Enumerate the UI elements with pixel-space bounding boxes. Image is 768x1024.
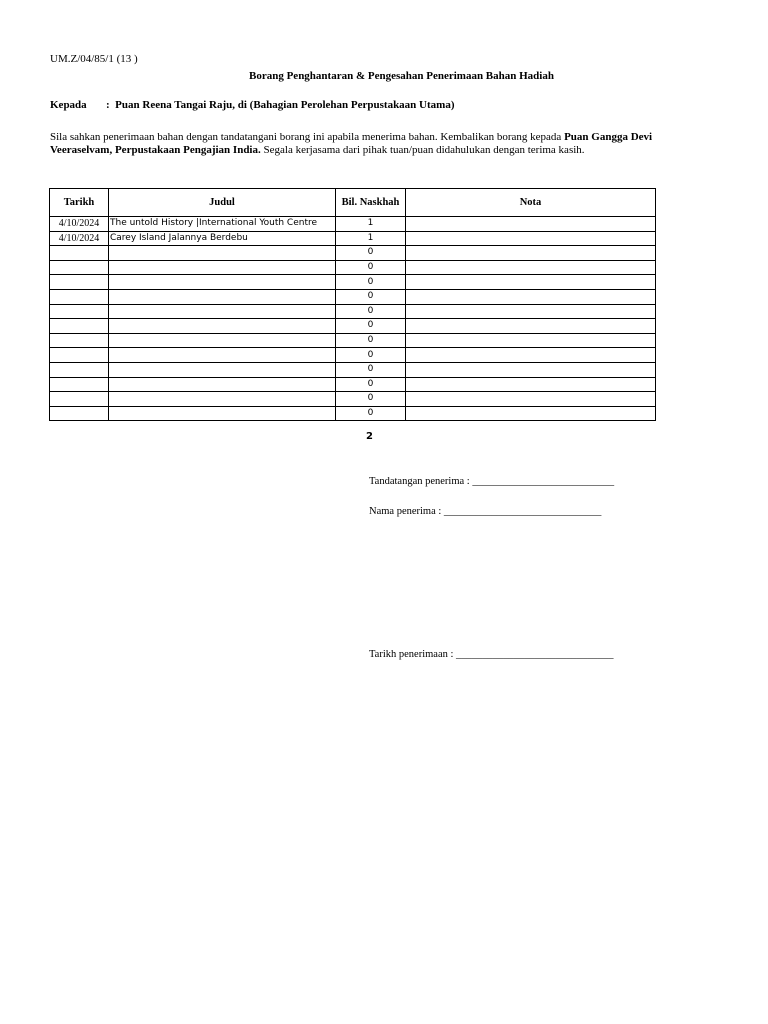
total-copies: 2 [366,431,373,442]
column-header-date: Tarikh [50,189,109,217]
cell-note [406,392,656,407]
cell-date: 4/10/2024 [50,217,109,232]
instruction-text: Sila sahkan penerimaan bahan dengan tandatangani borang ini apabila menerima bahan. Kembalikan borang kepada [50,131,565,143]
cell-note [406,333,656,348]
table-row [50,392,656,407]
cell-note [406,406,656,421]
cell-date [50,348,109,363]
cell-date [50,246,109,261]
signature-line: Tandatangan penerima : ___________________________ [369,476,615,487]
table-row [50,246,656,261]
cell-note [406,304,656,319]
table-row [50,275,656,290]
column-header-title: Judul [109,189,336,217]
recipient-value: Puan Reena Tangai Raju, di (Bahagian Perolehan Perpustakaan Utama) [115,99,455,111]
cell-note [406,217,656,232]
cell-copies: 1 [336,231,406,246]
table-row [50,289,656,304]
cell-title [109,319,336,334]
cell-title [109,289,336,304]
cell-title [109,333,336,348]
cell-date [50,289,109,304]
cell-copies: 0 [336,377,406,392]
cell-date [50,319,109,334]
table-row [50,406,656,421]
table-row [50,319,656,334]
instruction-thanks: Segala kerjasama dari pihak tuan/puan didahulukan dengan terima kasih. [260,144,585,156]
cell-title [109,406,336,421]
cell-copies: 0 [336,304,406,319]
table-row [50,260,656,275]
cell-date [50,275,109,290]
cell-note [406,362,656,377]
cell-date [50,304,109,319]
table-row [50,231,656,246]
cell-copies: 0 [336,392,406,407]
cell-copies: 0 [336,348,406,363]
table-row [50,362,656,377]
cell-copies: 1 [336,217,406,232]
table-header-row [50,189,656,217]
cell-copies: 0 [336,333,406,348]
table-row [50,217,656,232]
instruction-return-to: Puan Gangga Devi Veeraselvam, Perpustakaan Pengajian India. [50,131,653,156]
cell-note [406,377,656,392]
table-row [50,348,656,363]
document-reference: UM.Z/04/85/1 (13 ) [50,53,138,65]
cell-note [406,246,656,261]
cell-note [406,231,656,246]
items-table [49,188,656,421]
table-row [50,304,656,319]
cell-date [50,406,109,421]
column-header-note: Nota [406,189,656,217]
table-body [50,217,656,421]
recipient-line [50,99,455,111]
cell-title [109,246,336,261]
cell-title [109,304,336,319]
recipient-separator: : [106,99,110,111]
cell-title: Carey Island Jalannya Berdebu [109,231,336,246]
cell-copies: 0 [336,275,406,290]
cell-copies: 0 [336,362,406,377]
cell-copies: 0 [336,246,406,261]
cell-note [406,260,656,275]
cell-title [109,348,336,363]
cell-title: The untold History |International Youth Centre [109,217,336,232]
cell-title [109,362,336,377]
column-header-copies: Bil. Naskhah [336,189,406,217]
recipient-label: Kepada [50,99,87,111]
cell-title [109,392,336,407]
cell-copies: 0 [336,289,406,304]
cell-copies: 0 [336,260,406,275]
table-row [50,333,656,348]
cell-date [50,392,109,407]
name-line: Nama penerima : ______________________________ [369,506,602,517]
cell-copies: 0 [336,406,406,421]
form-title: Borang Penghantaran & Pengesahan Penerimaan Bahan Hadiah [249,70,554,82]
instruction-paragraph [50,131,665,157]
cell-date [50,333,109,348]
cell-date [50,362,109,377]
cell-title [109,275,336,290]
cell-date: 4/10/2024 [50,231,109,246]
table-row [50,377,656,392]
cell-note [406,289,656,304]
cell-note [406,319,656,334]
cell-note [406,348,656,363]
cell-date [50,260,109,275]
cell-note [406,275,656,290]
cell-title [109,260,336,275]
cell-copies: 0 [336,319,406,334]
cell-date [50,377,109,392]
date-received-line: Tarikh penerimaan : ______________________________ [369,649,614,660]
cell-title [109,377,336,392]
